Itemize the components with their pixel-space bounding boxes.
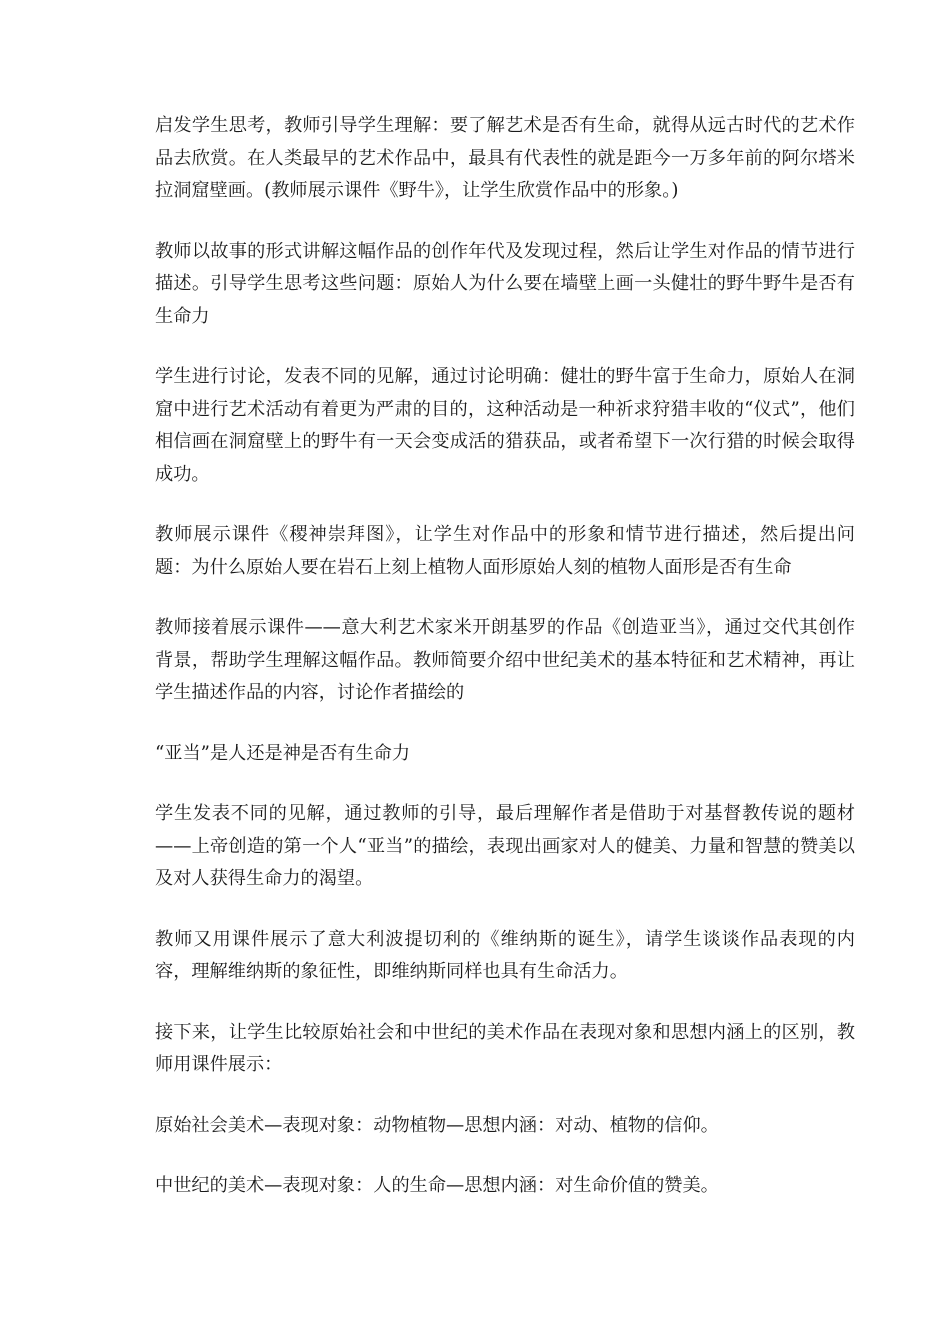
paragraph-6: “亚当”是人还是神是否有生命力	[155, 742, 411, 764]
paragraph-1: 启发学生思考，教师引导学生理解：要了解艺术是否有生命，就得从远古时代的艺术作品去欣赏。在人类最早的艺术作品中，最具有代表性的就是距今一万多年前的阿尔塔米拉洞窟壁画。(教师展示课件《野牛》，让学生欣赏作品中的形象。)	[155, 115, 855, 201]
paragraph-7: 学生发表不同的见解，通过教师的引导，最后理解作者是借助于对基督教传说的题材——上帝创造的第一个人“亚当”的描绘，表现出画家对人的健美、力量和智慧的赞美以及对人获得生命力的渴望。	[155, 803, 855, 889]
document-body	[155, 110, 855, 1231]
paragraph-10: 原始社会美术—表现对象：动物植物—思想内涵：对动、植物的信仰。	[155, 1114, 719, 1136]
paragraph-3: 学生进行讨论，发表不同的见解，通过讨论明确：健壮的野牛富于生命力，原始人在洞窟中进行艺术活动有着更为严肃的目的，这种活动是一种祈求狩猎丰收的“仪式”，他们相信画在洞窟壁上的野牛有一天会变成活的猎获品，或者希望下一次行猎的时候会取得成功。	[155, 366, 855, 485]
paragraph-5: 教师接着展示课件——意大利艺术家米开朗基罗的作品《创造亚当》，通过交代其创作背景，帮助学生理解这幅作品。教师简要介绍中世纪美术的基本特征和艺术精神，再让学生描述作品的内容，讨论作者描绘的	[155, 617, 855, 703]
paragraph-9: 接下来，让学生比较原始社会和中世纪的美术作品在表现对象和思想内涵上的区别，教师用课件展示：	[155, 1021, 855, 1075]
paragraph-2: 教师以故事的形式讲解这幅作品的创作年代及发现过程，然后让学生对作品的情节进行描述。引导学生思考这些问题：原始人为什么要在墙壁上画一头健壮的野牛野牛是否有生命力	[155, 240, 855, 327]
paragraph-11: 中世纪的美术—表现对象：人的生命—思想内涵：对生命价值的赞美。	[155, 1175, 719, 1196]
paragraph-8: 教师又用课件展示了意大利波提切利的《维纳斯的诞生》，请学生谈谈作品表现的内容，理解维纳斯的象征性，即维纳斯同样也具有生命活力。	[155, 928, 855, 982]
paragraph-4: 教师展示课件《稷神崇拜图》，让学生对作品中的形象和情节进行描述，然后提出问题：为什么原始人要在岩石上刻上植物人面形原始人刻的植物人面形是否有生命	[155, 524, 855, 578]
